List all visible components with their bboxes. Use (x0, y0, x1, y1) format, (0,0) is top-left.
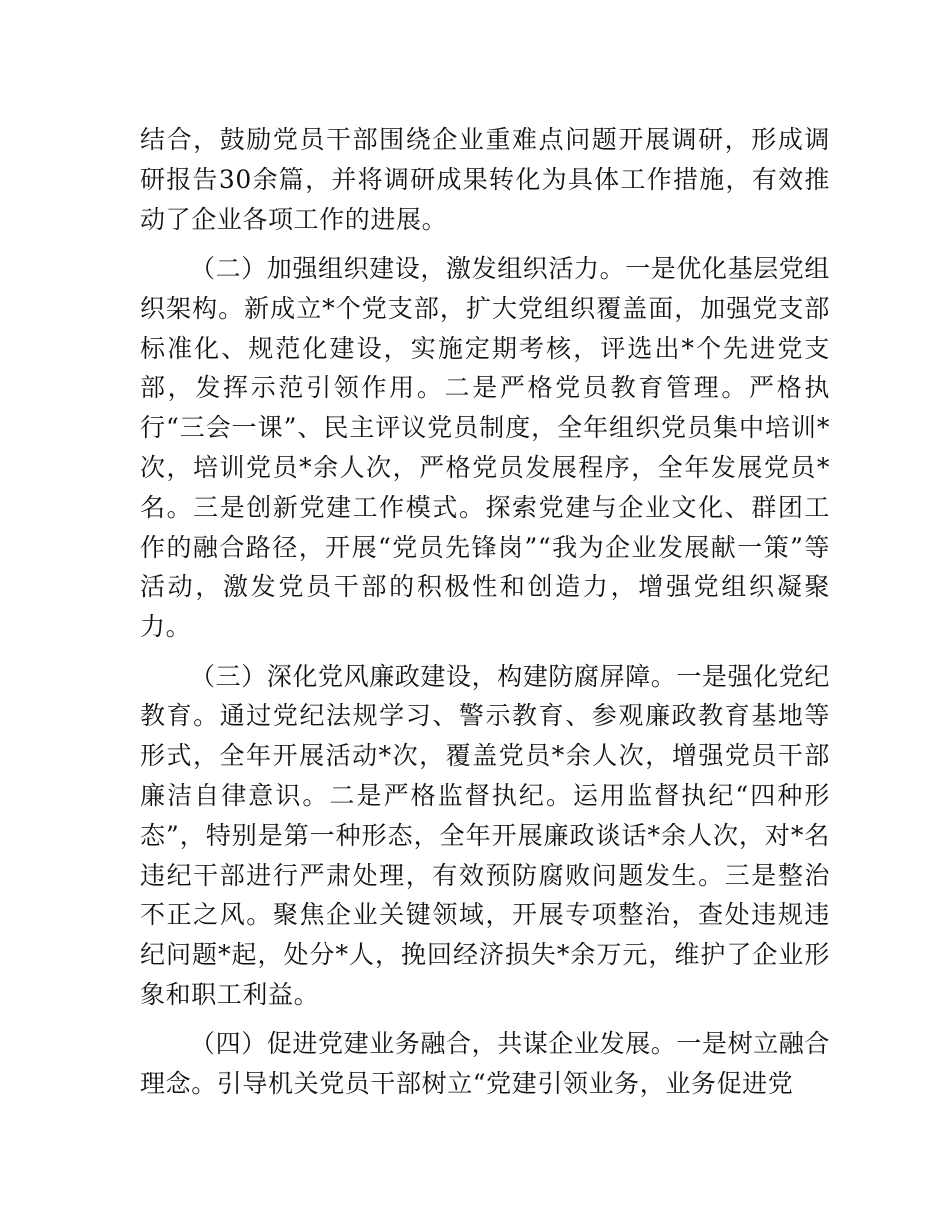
paragraph-continuation: 结合，鼓励党员干部围绕企业重难点问题开展调研，形成调研报告30余篇，并将调研成果转化为具体工作措施，有效推动了企业各项工作的进展。 (140, 125, 830, 234)
document-page (140, 120, 830, 1104)
paragraph-section-3: （三）深化党风廉政建设，构建防腐屏障。一是强化党纪教育。通过党纪法规学习、警示教育、参观廉政教育基地等形式，全年开展活动*次，覆盖党员*余人次，增强党员干部廉洁自律意识。二是严格监督执纪。运用监督执纪“四种形态”，特别是第一种形态，全年开展廉政谈话*余人次，对*名违纪干部进行严肃处理，有效预防腐败问题发生。三是整治不正之风。聚焦企业关键领域，开展专项整治，查处违规违纪问题*起，处分*人，挽回经济损失*余万元，维护了企业形象和职工利益。 (140, 661, 831, 1009)
paragraph-section-4: （四）促进党建业务融合，共谋企业发展。一是树立融合理念。引导机关党员干部树立“党建引领业务，业务促进党 (140, 1029, 831, 1099)
paragraph-section-2: （二）加强组织建设，激发组织活力。一是优化基层党组织架构。新成立*个党支部，扩大党组织覆盖面，加强党支部标准化、规范化建设，实施定期考核，评选出*个先进党支部，发挥示范引领作用。二是严格党员教育管理。严格执行“三会一课”、民主评议党员制度，全年组织党员集中培训*次，培训党员*余人次，严格党员发展程序，全年发展党员*名。三是创新党建工作模式。探索党建与企业文化、群团工作的融合路径，开展“党员先锋岗”“我为企业发展献一策”等活动，激发党员干部的积极性和创造力，增强党组织凝聚力。 (140, 253, 831, 642)
